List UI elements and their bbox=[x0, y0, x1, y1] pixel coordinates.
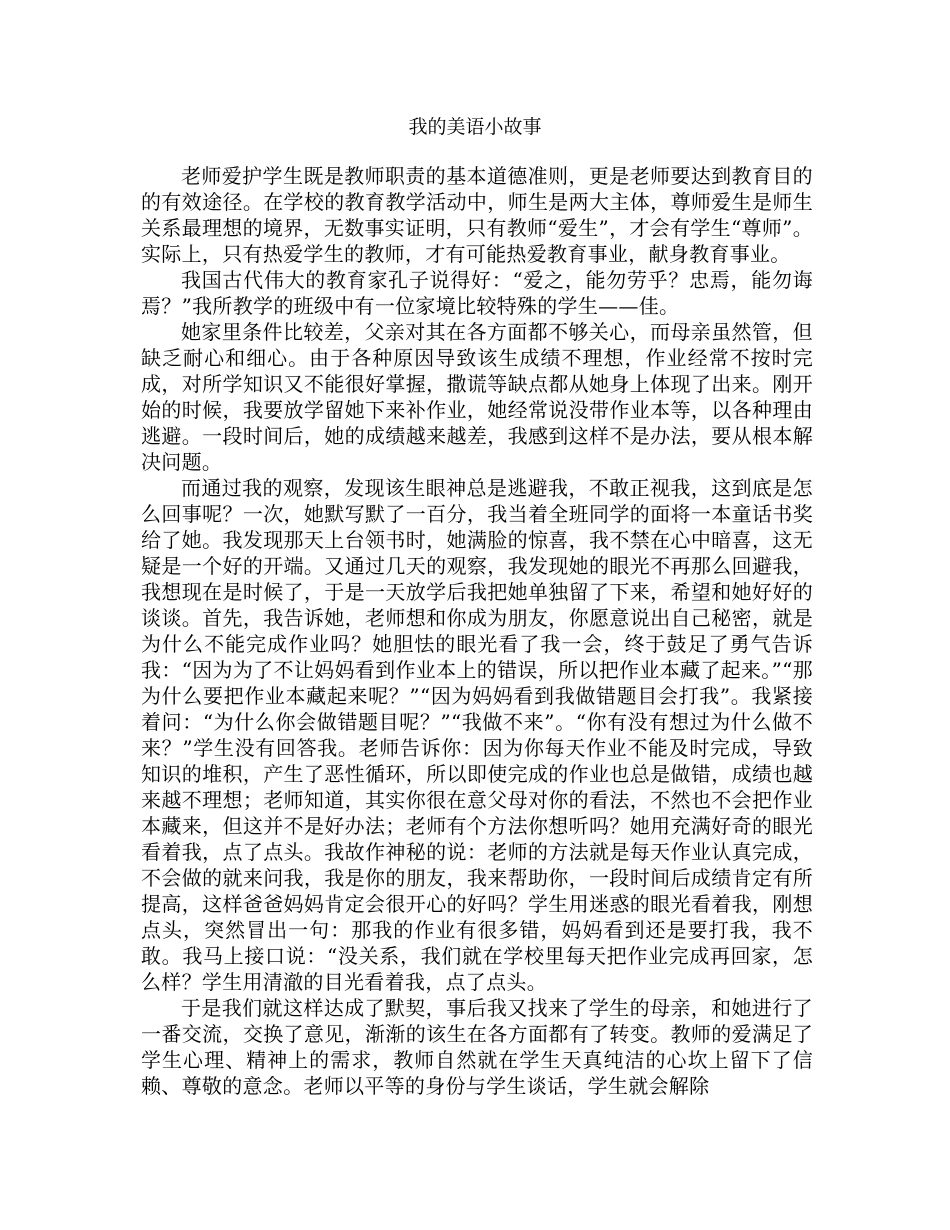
document-body bbox=[141, 163, 813, 1099]
paragraph-2: 我国古代伟大的教育家孔子说得好：“爱之，能勿劳乎？忠焉，能勿诲焉？”我所教学的班级中有一位家境比较特殊的学生——佳。 bbox=[141, 268, 813, 318]
paragraph-3: 她家里条件比较差，父亲对其在各方面都不够关心，而母亲虽然管，但缺乏耐心和细心。由于各种原因导致该生成绩不理想，作业经常不按时完成，对所学知识又不能很好掌握，撒谎等缺点都从她身上体现了出来。刚开始的时候，我要放学留她下来补作业，她经常说没带作业本等，以各种理由逃避。一段时间后，她的成绩越来越差，我感到这样不是办法，要从根本解决问题。 bbox=[141, 320, 813, 474]
paragraph-4: 而通过我的观察，发现该生眼神总是逃避我，不敢正视我，这到底是怎么回事呢？一次，她默写默了一百分，我当着全班同学的面将一本童话书奖给了她。我发现那天上台领书时，她满脸的惊喜，我不禁在心中暗喜，这无疑是一个好的开端。又通过几天的观察，我发现她的眼光不再那么回避我，我想现在是时候了，于是一天放学后我把她单独留了下来，希望和她好好的谈谈。首先，我告诉她，老师想和你成为朋友，你愿意说出自己秘密，就是为什么不能完成作业吗？她胆怯的眼光看了我一会，终于鼓足了勇气告诉我：“因为为了不让妈妈看到作业本上的错误，所以把作业本藏了起来。”“那为什么要把作业本藏起来呢？”“因为妈妈看到我做错题目会打我”。我紧接着问：“为什么你会做错题目呢？”“我做不来”。“你有没有想过为什么做不来？”学生没有回答我。老师告诉你：因为你每天作业不能及时完成，导致知识的堆积，产生了恶性循环，所以即使完成的作业也总是做错，成绩也越来越不理想；老师知道，其实你很在意父母对你的看法，不然也不会把作业本藏来，但这并不是好办法；老师有个方法你想听吗？她用充满好奇的眼光看着我，点了点头。我故作神秘的说：老师的方法就是每天作业认真完成，不会做的就来问我，我是你的朋友，我来帮助你，一段时间后成绩肯定有所提高，这样爸爸妈妈肯定会很开心的好吗？学生用迷惑的眼光看着我，刚想点头，突然冒出一句：那我的作业有很多错，妈妈看到还是要打我，我不敢。我马上接口说：“没关系，我们就在学校里每天把作业完成再回家，怎么样？学生用清澈的目光看着我，点了点头。 bbox=[141, 476, 813, 994]
paragraph-1: 老师爱护学生既是教师职责的基本道德准则，更是老师要达到教育目的的有效途径。在学校的教育教学活动中，师生是两大主体，尊师爱生是师生关系最理想的境界，无数事实证明，只有教师“爱生”，才会有学生“尊师”。实际上，只有热爱学生的教师，才有可能热爱教育事业，献身教育事业。 bbox=[141, 164, 813, 266]
document-title: 我的美语小故事 bbox=[408, 116, 542, 138]
paragraph-5: 于是我们就这样达成了默契，事后我又找来了学生的母亲，和她进行了一番交流，交换了意见，渐渐的该生在各方面都有了转变。教师的爱满足了学生心理、精神上的需求，教师自然就在学生天真纯洁的心坎上留下了信赖、尊敬的意念。老师以平等的身份与学生谈话，学生就会解除 bbox=[141, 996, 813, 1098]
